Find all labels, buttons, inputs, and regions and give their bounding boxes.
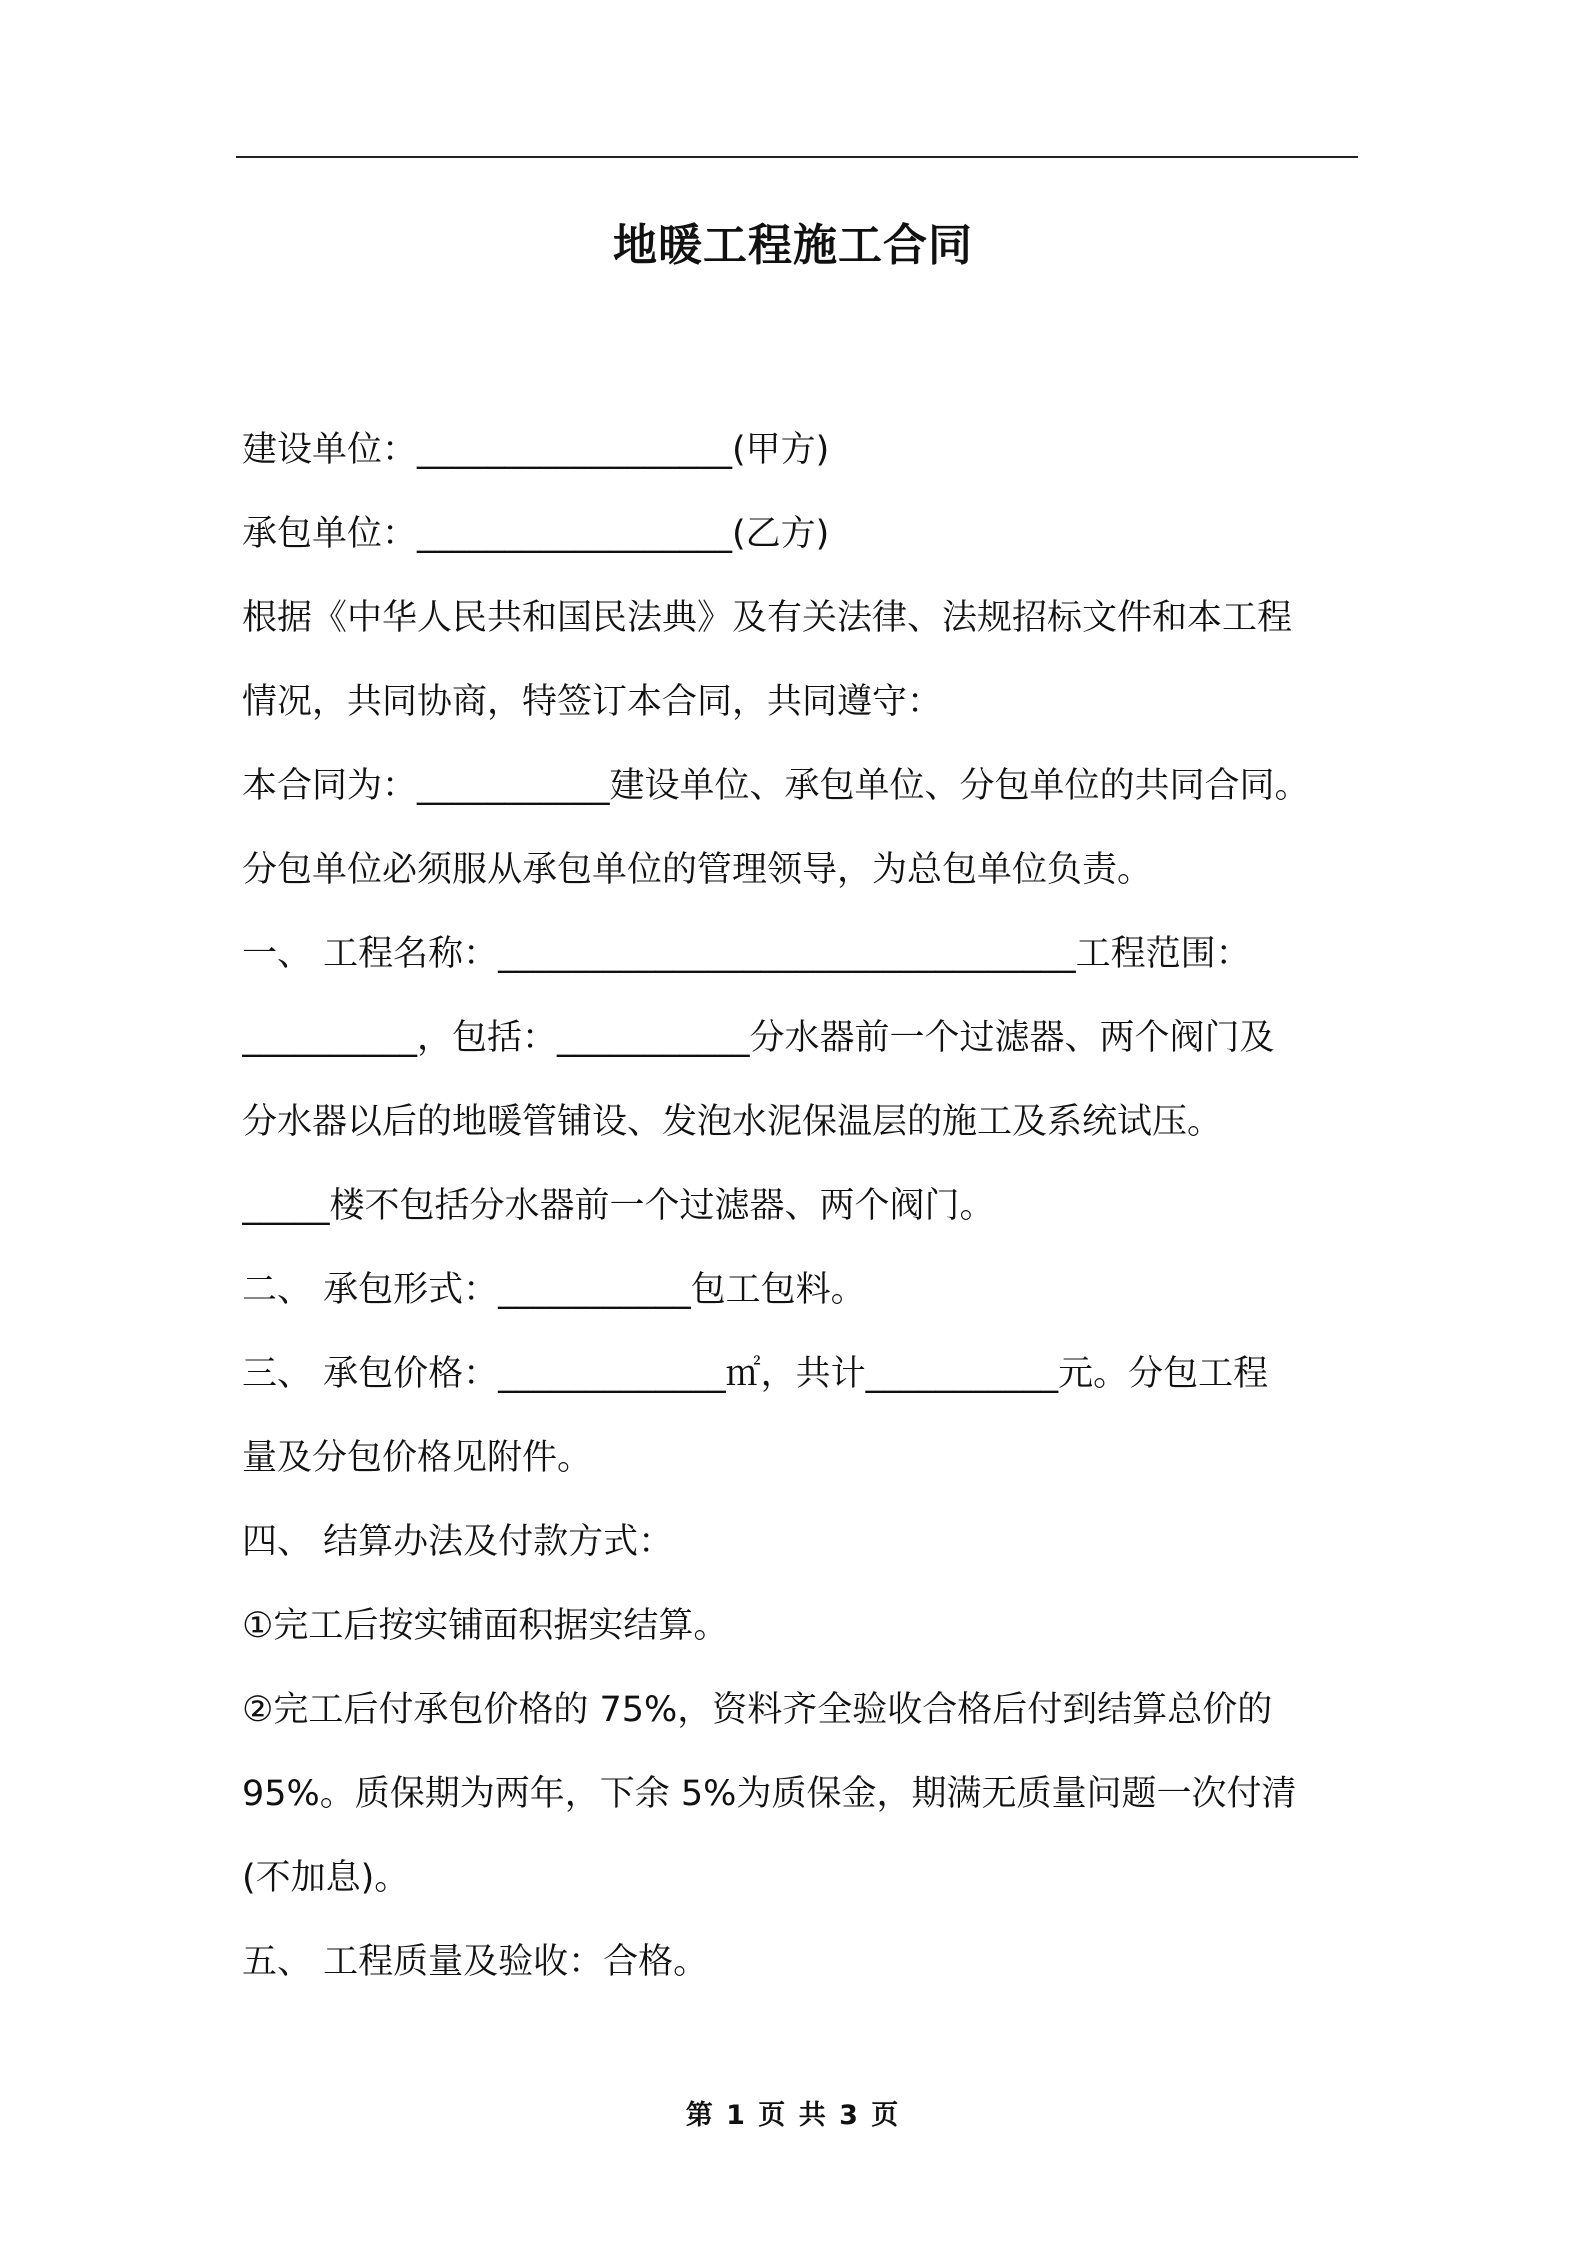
text-line: 承包单位：__________________(乙方) xyxy=(242,514,830,554)
text-line: 二、 承包形式：___________包工包料。 xyxy=(242,1270,866,1310)
text-line: 分水器以后的地暖管铺设、发泡水泥保温层的施工及系统试压。 xyxy=(242,1102,1223,1142)
document-title: 地暖工程施工合同 xyxy=(613,220,973,271)
page-footer: 第 1 页 共 3 页 xyxy=(685,2100,901,2131)
text-line: _____楼不包括分水器前一个过滤器、两个阀门。 xyxy=(242,1186,995,1226)
text-line: 情况，共同协商，特签订本合同，共同遵守： xyxy=(242,682,943,722)
contract-body xyxy=(242,408,1382,2004)
text-line: (不加息)。 xyxy=(242,1858,410,1898)
text-line: 五、 工程质量及验收：合格。 xyxy=(242,1942,709,1982)
text-line: 一、 工程名称：_________________________________工程范围： xyxy=(242,934,1251,974)
text-line: ①完工后按实铺面积据实结算。 xyxy=(242,1606,729,1646)
text-line: 分包单位必须服从承包单位的管理领导，为总包单位负责。 xyxy=(242,850,1153,890)
text-line: ②完工后付承包价格的 75%，资料齐全验收合格后付到结算总价的 xyxy=(242,1690,1273,1730)
text-line: 本合同为：___________建设单位、承包单位、分包单位的共同合同。 xyxy=(242,766,1310,806)
text-line: 四、 结算办法及付款方式： xyxy=(242,1522,674,1562)
text-line: __________，包括：___________分水器前一个过滤器、两个阀门及 xyxy=(242,1018,1275,1058)
text-line: 根据《中华人民共和国民法典》及有关法律、法规招标文件和本工程 xyxy=(242,598,1293,638)
text-line: 建设单位：__________________(甲方) xyxy=(242,430,830,470)
text-line: 95%。质保期为两年，下余 5%为质保金，期满无质量问题一次付清 xyxy=(242,1774,1297,1814)
header-rule xyxy=(236,156,1358,158)
text-line: 量及分包价格见附件。 xyxy=(242,1438,593,1478)
text-line: 三、 承包价格：_____________㎡，共计___________元。分包工程 xyxy=(242,1354,1269,1394)
